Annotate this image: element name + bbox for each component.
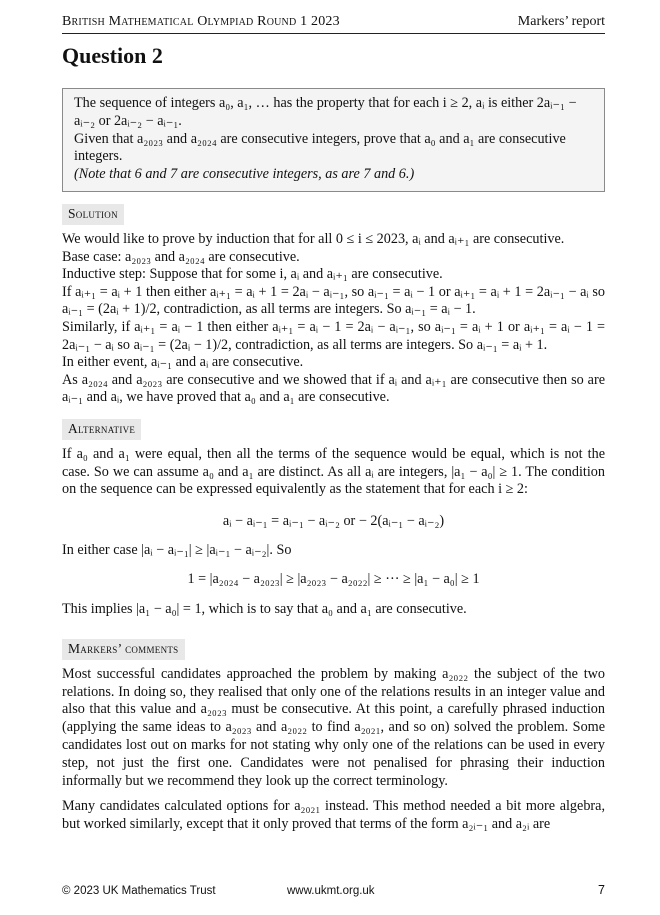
header-report-label: Markers’ report — [517, 14, 605, 29]
solution-section — [62, 204, 605, 407]
markers-comments-para: Many candidates calculated options for a₂₀₂₁ instead. This method needed a bit more algebra, but worked similarly, except that it only proved that terms of the form a₂ᵢ₋₁ and a₂ᵢ are — [62, 798, 605, 833]
alternative-para: In either case |aᵢ − aᵢ₋₁| ≥ |aᵢ₋₁ − aᵢ₋₂|. So — [62, 541, 292, 558]
problem-note: (Note that 6 and 7 are consecutive integers, as are 7 and 6.) — [74, 166, 415, 183]
markers-comments-para: Most successful candidates approached the problem by making a₂₀₂₂ the subject of the two relations. In doing so, they realised that only one of the relations results in an integer value and also that this value and a₂₀₂₃ must be consecutive. At this point, a carefully phrased induction (applying the same ideas to a₂₀₂₃ and a₂₀₂₂ to find a₂₀₂₁, and so on) solved the problem. Some candidates lost out on marks for not stating why only one of the relations can be used in every step, not just the first one. Candidates were not penalised for phrasing their induction informally but we recommend they look up the correct terminology. — [62, 665, 605, 789]
solution-line: Inductive step: Suppose that for some i, aᵢ and aᵢ₊₁ are consecutive. — [62, 266, 443, 283]
page-number: 7 — [598, 883, 605, 897]
alternative-heading: Alternative — [62, 419, 141, 440]
problem-goal: Given that a₂₀₂₃ and a₂₀₂₄ are consecutive integers, prove that a₀ and a₁ are consecutive integers. — [74, 130, 566, 165]
footer-url: www.ukmt.org.uk — [287, 885, 375, 897]
solution-line: As a₂₀₂₄ and a₂₀₂₃ are consecutive and we showed that if aᵢ and aᵢ₊₁ are consecutive then so are aᵢ₋₁ and aᵢ, we have proved that a₀ and a₁ are consecutive. — [62, 371, 605, 406]
header-title: British Mathematical Olympiad Round 1 2023 — [62, 14, 340, 29]
running-header — [62, 14, 605, 34]
solution-line: We would like to prove by induction that for all 0 ≤ i ≤ 2023, aᵢ and aᵢ₊₁ are consecutive. — [62, 230, 565, 247]
markers-comments-heading: Markers’ comments — [62, 639, 185, 660]
problem-box — [62, 88, 605, 192]
solution-line: Similarly, if aᵢ₊₁ = aᵢ − 1 then either aᵢ₊₁ = aᵢ − 1 = 2aᵢ − aᵢ₋₁, so aᵢ₋₁ = aᵢ + 1 or aᵢ₊₁ = aᵢ − 1 = 2aᵢ₋₁ − aᵢ so aᵢ₋₁ = (2aᵢ − 1)/2, contradiction, as all terms are integers. So aᵢ₋₁ = aᵢ + 1. — [62, 318, 605, 353]
alternative-conclusion: This implies |a₁ − a₀| = 1, which is to say that a₀ and a₁ are consecutive. — [62, 601, 467, 618]
page-footer — [62, 883, 605, 897]
markers-comments-section — [62, 639, 605, 834]
page — [62, 14, 605, 834]
alternative-section — [62, 419, 605, 619]
solution-line: If aᵢ₊₁ = aᵢ + 1 then either aᵢ₊₁ = aᵢ + 1 = 2aᵢ − aᵢ₋₁, so aᵢ₋₁ = aᵢ − 1 or aᵢ₊₁ = aᵢ + 1 = 2aᵢ₋₁ − aᵢ so aᵢ₋₁ = (2aᵢ + 1)/2, contradiction, as all terms are integers. So aᵢ₋₁ = aᵢ − 1. — [62, 283, 605, 318]
question-title: Question 2 — [62, 43, 163, 68]
solution-body — [62, 231, 605, 407]
alternative-para: If a₀ and a₁ were equal, then all the terms of the sequence would be equal, which is not the case. So we can assume a₀ and a₁ are distinct. As all aᵢ are integers, |a₁ − a₀| ≥ 1. The condition on the sequence can be expressed equivalently as the statement that for each i ≥ 2: — [62, 445, 605, 498]
solution-line: Base case: a₂₀₂₃ and a₂₀₂₄ are consecutive. — [62, 248, 300, 265]
problem-statement: The sequence of integers a₀, a₁, … has the property that for each i ≥ 2, aᵢ is either 2aᵢ₋₁ − aᵢ₋₂ or 2aᵢ₋₂ − aᵢ₋₁. — [74, 95, 577, 129]
inequality-chain: 1 = |a₂₀₂₄ − a₂₀₂₃| ≥ |a₂₀₂₃ − a₂₀₂₂| ≥ ··· ≥ |a₁ − a₀| ≥ 1 — [187, 571, 480, 588]
alternative-equation: aᵢ − aᵢ₋₁ = aᵢ₋₁ − aᵢ₋₂ or − 2(aᵢ₋₁ − aᵢ₋₂) — [222, 512, 445, 529]
solution-heading: Solution — [62, 204, 124, 225]
footer-copyright: © 2023 UK Mathematics Trust — [62, 885, 216, 897]
solution-line: In either event, aᵢ₋₁ and aᵢ are consecutive. — [62, 354, 304, 371]
